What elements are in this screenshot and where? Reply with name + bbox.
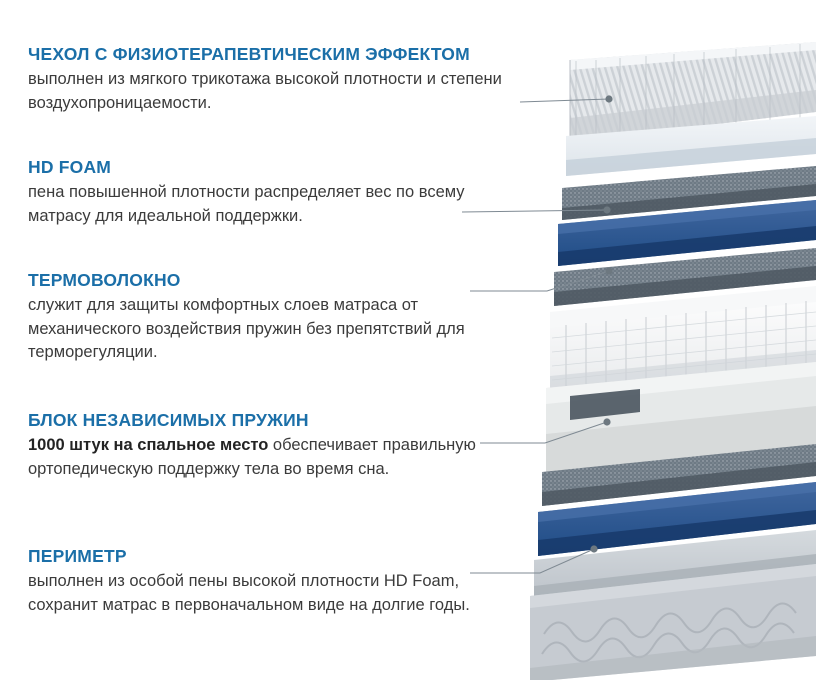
callout-thermofiber-title: ТЕРМОВОЛОКНО [28,270,181,290]
callout-thermofiber [28,270,508,364]
callout-spring-block-emphasis: 1000 штук на спальное место [28,436,269,455]
callout-cover [28,44,508,115]
callout-thermofiber-body: служит для защиты комфортных слоев матраса от механического воздействия пружин без препятствий для терморегуляции. [28,296,465,361]
callout-cover-body: выполнен из мягкого трикотажа высокой плотности и степени воздухопроницаемости. [28,70,502,112]
callout-hd-foam-title: HD FOAM [28,157,112,177]
callout-spring-block-rest: обеспечивает правильную ортопедическую поддержку тела во время сна. [28,436,476,478]
callout-spring-block [28,410,508,481]
callout-perimeter-title: ПЕРИМЕТР [28,546,127,566]
mattress-layers-svg [470,20,816,680]
callout-spring-block-title: БЛОК НЕЗАВИСИМЫХ ПРУЖИН [28,410,309,430]
callout-hd-foam-body: пена повышенной плотности распределяет вес по всему матрасу для идеальной поддержки. [28,183,465,225]
callout-spring-block-body [28,434,508,481]
mattress-illustration [470,20,816,680]
callout-perimeter-body: выполнен из особой пены высокой плотности HD Foam, сохранит матрас в первоначальном виде на долгие годы. [28,572,470,614]
callout-hd-foam [28,157,508,228]
callout-cover-title: ЧЕХОЛ С ФИЗИОТЕРАПЕВТИЧЕСКИМ ЭФФЕКТОМ [28,44,470,64]
callout-perimeter [28,546,508,617]
